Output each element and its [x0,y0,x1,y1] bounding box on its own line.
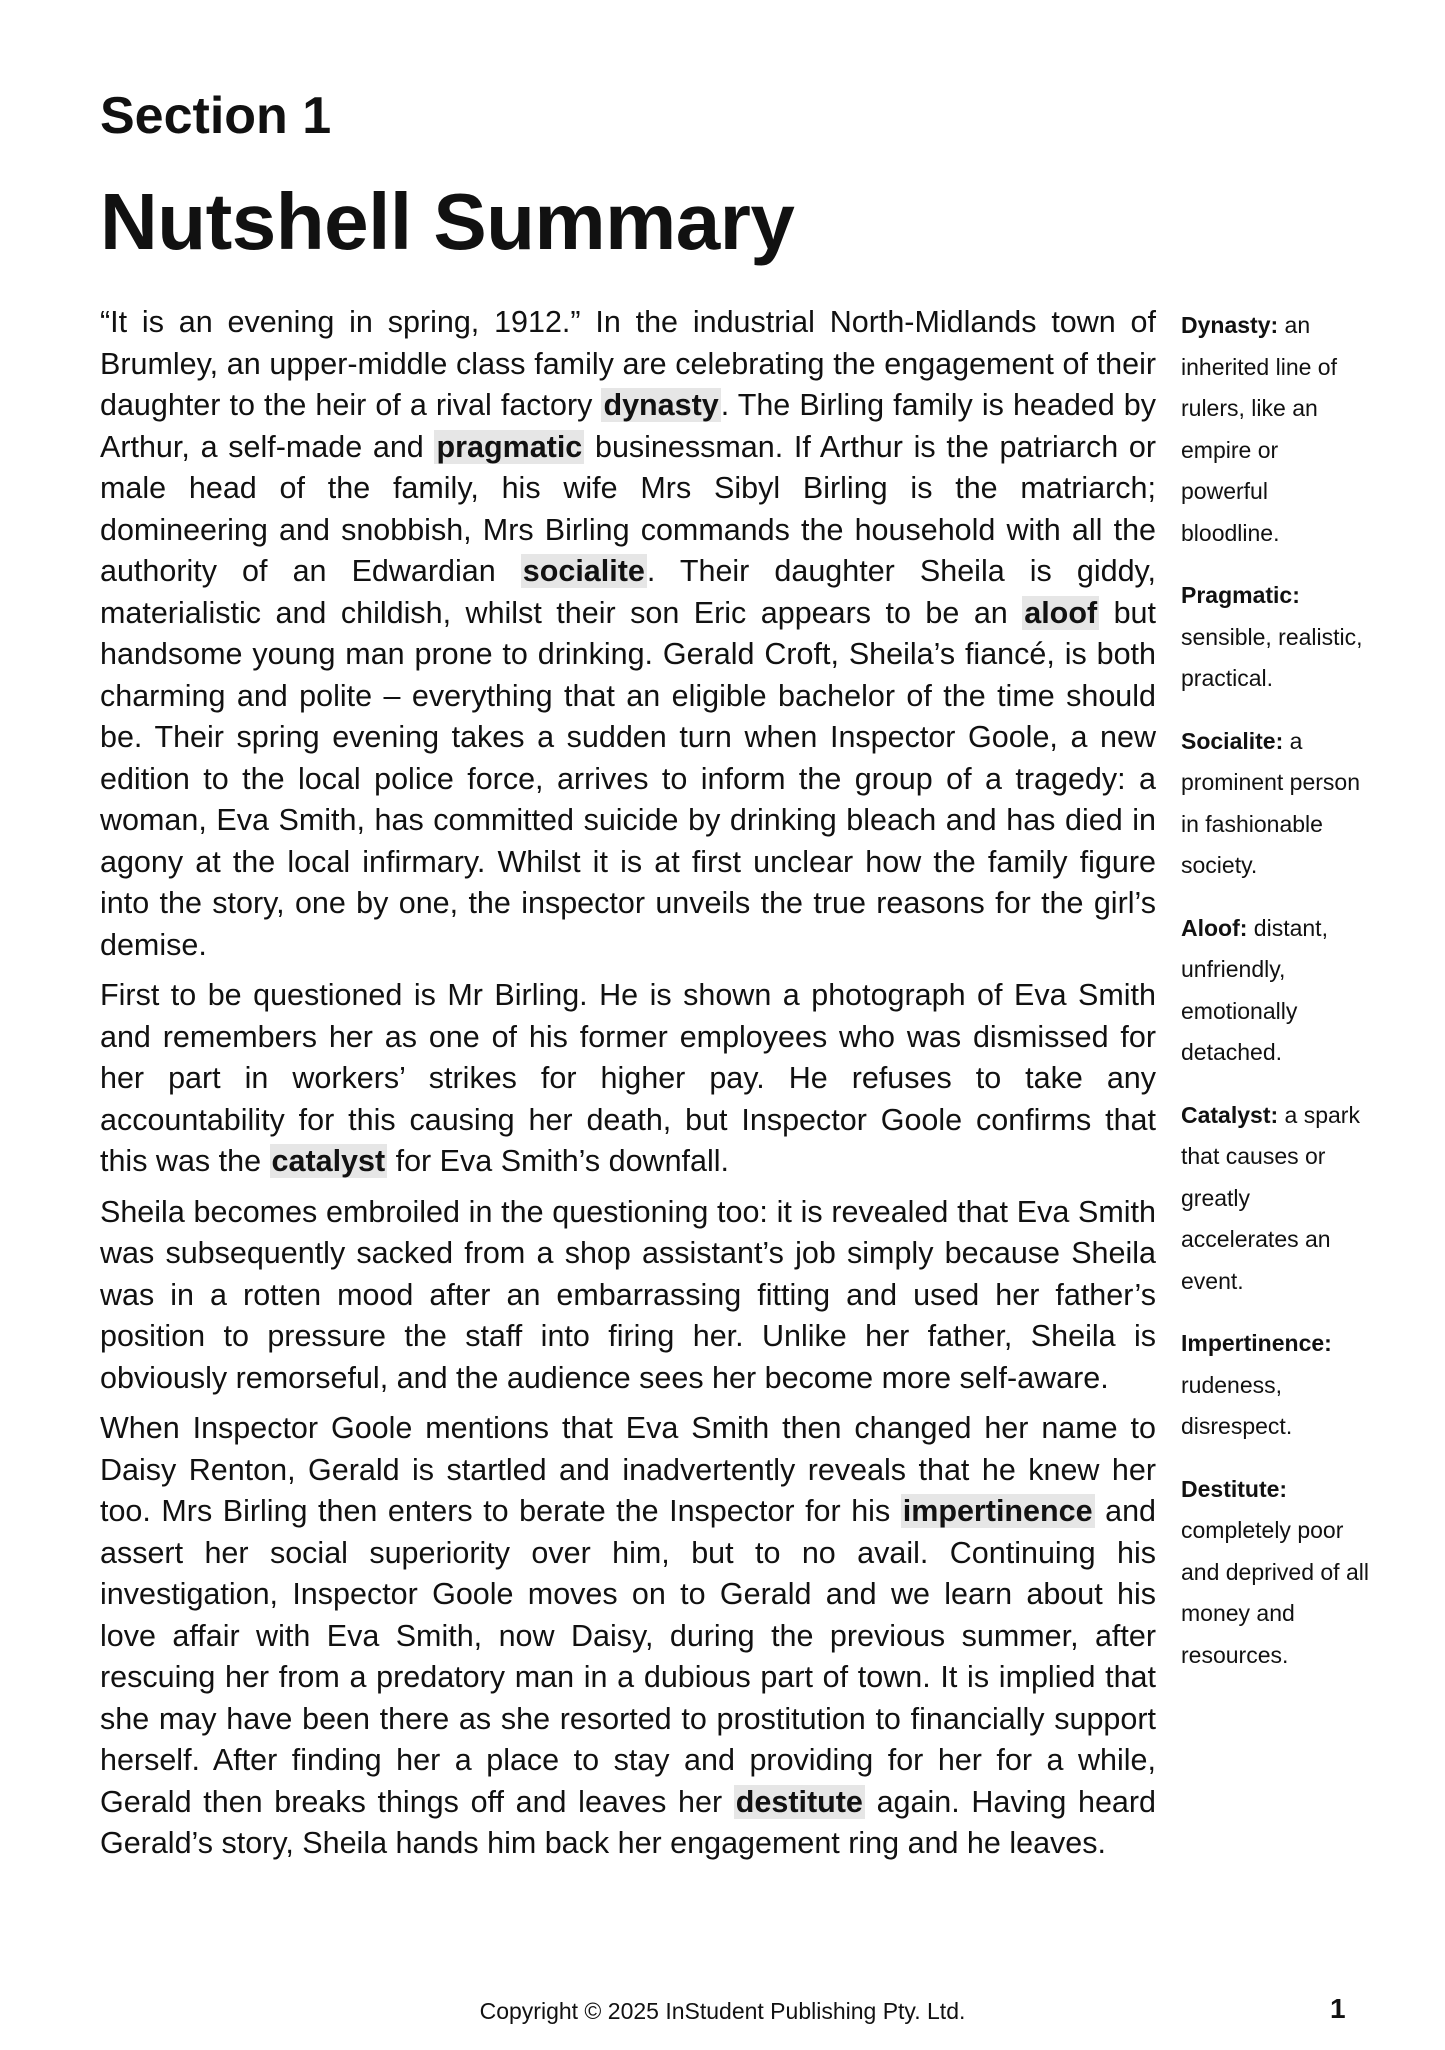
glossary-definition: a prominent person in fashionable society. [1181,727,1360,878]
copyright-notice: Copyright © 2025 InStudent Publishing Pty. Ltd. [479,1998,966,2024]
summary-paragraph [100,975,1156,1183]
glossary-definition: distant, unfriendly, emotionally detached. [1181,914,1328,1065]
highlighted-keyword: pragmatic [436,429,583,464]
paragraph-text: . Their daughter Sheila is giddy, materialistic and childish, whilst their son Eric appears to be an [100,554,1156,630]
highlighted-keyword: destitute [735,1784,863,1819]
glossary-term: Aloof: [1181,914,1248,941]
highlighted-keyword: aloof [1024,595,1098,630]
paragraph-text: businessman. If Arthur is the patriarch or male head of the family, his wife Mrs Sibyl Birling is the matriarch; domineering and snobbish, Mrs Birling commands the household with all the authority of an Edwardian [100,429,1156,588]
glossary-definition: a spark that causes or greatly accelerates an event. [1181,1101,1360,1294]
glossary-definition: completely poor and deprived of all money and resources. [1181,1517,1369,1668]
page-number: 1 [1330,1993,1346,2024]
highlighted-keyword: dynasty [603,388,719,422]
glossary-definition: rudeness, disrespect. [1181,1371,1293,1439]
glossary-entry [1181,1095,1371,1303]
summary-paragraph [100,302,1156,966]
paragraph-text: First to be questioned is Mr Birling. He is shown a photograph of Eva Smith and remembers her as one of his former employees who was dismissed for her part in workers’ strikes for higher pay. He refuses to take any accountability for this causing her death, but Inspector Goole confirms that this was the [100,978,1156,1178]
glossary-definition: an inherited line of rulers, like an empire or powerful bloodline. [1181,312,1337,546]
glossary-definition: sensible, realistic, practical. [1181,623,1363,691]
glossary-entry [1181,305,1371,554]
glossary-entry [1181,575,1371,700]
highlighted-keyword: impertinence [902,1494,1093,1528]
paragraph-text: When Inspector Goole mentions that Eva Smith then changed her name to Daisy Renton, Gerald is startled and inadvertently reveals that he knew her too. Mrs Birling then enters to berate the Inspector for his [100,1411,1156,1528]
paragraph-text: and assert her social superiority over him, but to no avail. Continuing his investigation, Inspector Goole moves on to Gerald and we learn about his love affair with Eva Smith, now Daisy, during the previous summer, after rescuing her from a predatory man in a dubious part of town. It is implied that she may have been there as she resorted to prostitution to financially support herself. After finding her a place to stay and providing for her for a while, Gerald then breaks things off and leaves her [100,1494,1156,1819]
glossary-term: Destitute: [1181,1475,1288,1502]
page-title: Nutshell Summary [100,177,795,266]
glossary-term: Catalyst: [1181,1101,1279,1128]
highlighted-keyword: catalyst [271,1144,386,1178]
paragraph-text: . The Birling family is headed by Arthur, a self-made and [100,388,1156,464]
summary-paragraph [100,1192,1156,1400]
glossary-sidebar [1181,305,1371,1697]
highlighted-keyword: socialite [522,554,645,588]
summary-paragraph [100,1408,1156,1865]
paragraph-text: for Eva Smith’s downfall. [387,1144,729,1178]
glossary-term: Dynasty: [1181,312,1279,338]
section-label: Section 1 [100,87,332,145]
paragraph-text: “It is an evening in spring, 1912.” In the industrial North-Midlands town of Brumley, an upper-middle class family are celebrating the engagement of their daughter to the heir of a rival factory [100,305,1156,422]
glossary-term: Socialite: [1181,727,1284,754]
glossary-term: Impertinence: [1181,1330,1332,1356]
paragraph-text: Sheila becomes embroiled in the questioning too: it is revealed that Eva Smith was subsequently sacked from a shop assistant’s job simply because Sheila was in a rotten mood after an embarrassing fitting and used her father’s position to pressure the staff into firing her. Unlike her father, Sheila is obviously remorseful, and the audience sees her become more self-aware. [100,1194,1156,1395]
summary-body [100,302,1156,1874]
paragraph-text: but handsome young man prone to drinking. Gerald Croft, Sheila’s fiancé, is both charming and polite – everything that an eligible bachelor of the time should be. Their spring evening takes a sudden turn when Inspector Goole, a new edition to the local police force, arrives to inform the group of a tragedy: a woman, Eva Smith, has committed suicide by drinking bleach and has died in agony at the local infirmary. Whilst it is at first unclear how the family figure into the story, one by one, the inspector unveils the true reasons for the girl’s demise. [100,595,1156,962]
glossary-entry [1181,721,1371,887]
paragraph-text: again. Having heard Gerald’s story, Sheila hands him back her engagement ring and he leaves. [100,1784,1156,1860]
glossary-entry [1181,1323,1371,1448]
glossary-entry [1181,1469,1371,1677]
glossary-entry [1181,908,1371,1074]
glossary-term: Pragmatic: [1181,582,1300,608]
